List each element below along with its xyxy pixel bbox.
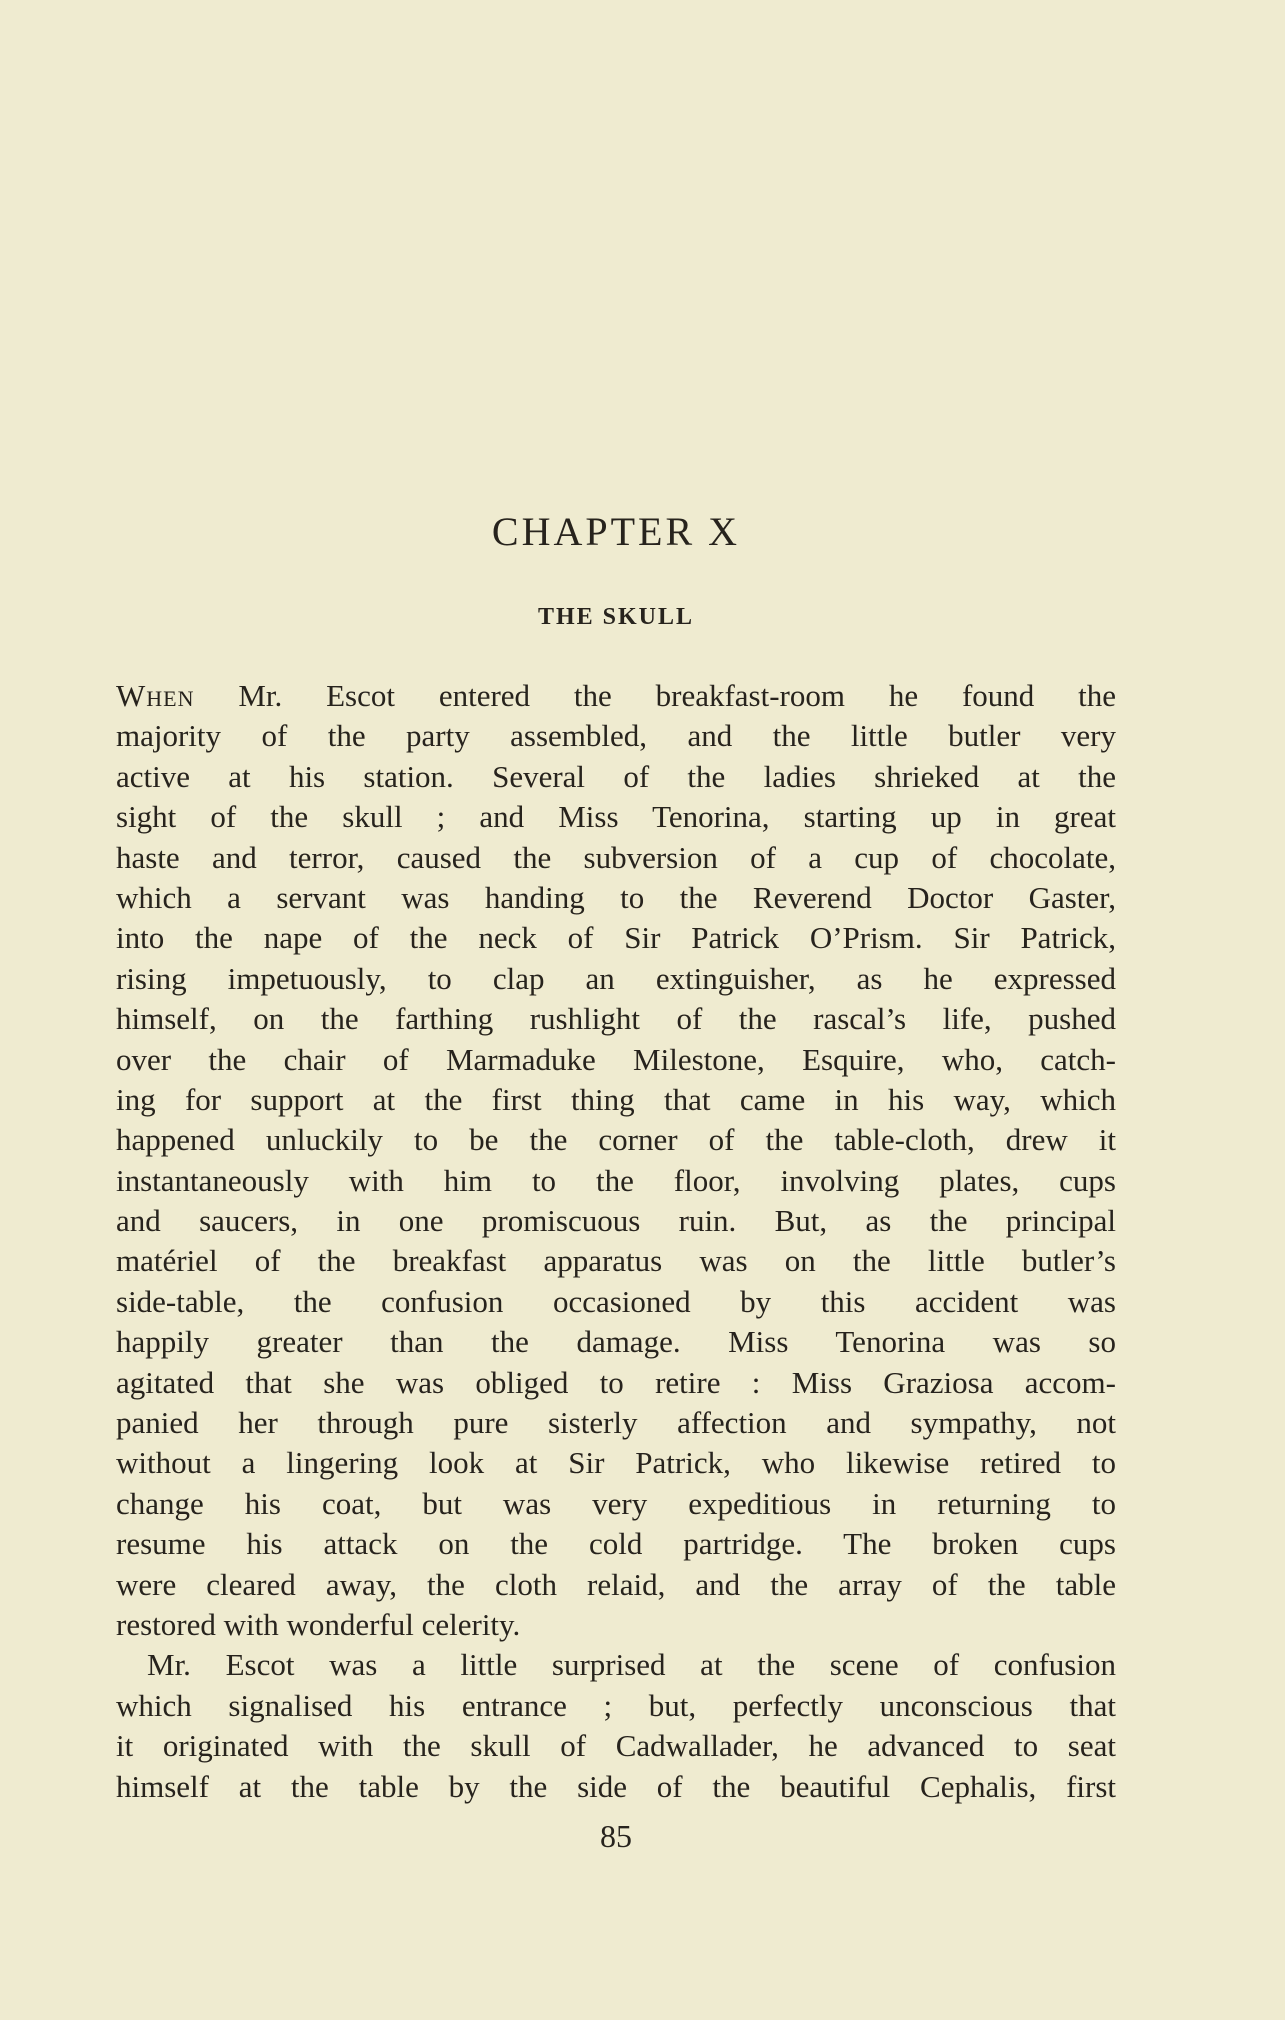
text-line: happily greater than the damage. Miss Tenorina was so bbox=[116, 1324, 1116, 1360]
text-line: himself, on the farthing rushlight of the rascal’s life, pushed bbox=[116, 1001, 1116, 1037]
text-line: restored with wonderful celerity. bbox=[116, 1606, 521, 1642]
text-line: instantaneously with him to the floor, involving plates, cups bbox=[116, 1162, 1116, 1198]
text-line: it originated with the skull of Cadwallader, he advanced to seat bbox=[116, 1728, 1116, 1764]
text-line: happened unluckily to be the corner of the table-cloth, drew it bbox=[116, 1122, 1116, 1158]
text-line: rising impetuously, to clap an extinguisher, as he expressed bbox=[116, 960, 1116, 996]
drop-lead-word: When bbox=[116, 678, 195, 713]
text-line: resume his attack on the cold partridge. The broken cups bbox=[116, 1526, 1116, 1562]
text-line: panied her through pure sisterly affection and sympathy, not bbox=[116, 1405, 1116, 1441]
text-line: which signalised his entrance ; but, perfectly unconscious that bbox=[116, 1687, 1116, 1723]
text-line: without a lingering look at Sir Patrick, who likewise retired to bbox=[116, 1445, 1116, 1481]
text-line: himself at the table by the side of the beautiful Cephalis, first bbox=[116, 1768, 1116, 1804]
text-line: Mr. Escot was a little surprised at the scene of confusion bbox=[147, 1647, 1116, 1683]
text-line: ing for support at the first thing that came in his way, which bbox=[116, 1081, 1116, 1117]
page-number: 85 bbox=[600, 1818, 632, 1854]
chapter-subtitle: THE SKULL bbox=[537, 604, 695, 630]
text-line: When Mr. Escot entered the breakfast-room he found the bbox=[116, 678, 1116, 713]
chapter-body-text bbox=[116, 676, 1116, 1807]
text-line: active at his station. Several of the ladies shrieked at the bbox=[116, 758, 1116, 794]
text-line: haste and terror, caused the subversion of a cup of chocolate, bbox=[116, 839, 1116, 875]
text-line: into the nape of the neck of Sir Patrick O’Prism. Sir Patrick, bbox=[116, 920, 1116, 956]
text-line: over the chair of Marmaduke Milestone, Esquire, who, catch- bbox=[116, 1041, 1116, 1077]
text-line: and saucers, in one promiscuous ruin. But, as the principal bbox=[116, 1203, 1116, 1239]
text-line: matériel of the breakfast apparatus was on the little butler’s bbox=[116, 1243, 1116, 1279]
text-line: change his coat, but was very expeditious in returning to bbox=[116, 1485, 1116, 1521]
text-line: agitated that she was obliged to retire : Miss Graziosa accom- bbox=[116, 1364, 1116, 1400]
chapter-title: CHAPTER X bbox=[491, 509, 741, 554]
text-line: side-table, the confusion occasioned by this accident was bbox=[116, 1283, 1116, 1319]
text-line: sight of the skull ; and Miss Tenorina, starting up in great bbox=[116, 799, 1116, 835]
text-line: majority of the party assembled, and the little butler very bbox=[116, 718, 1116, 754]
text-line: which a servant was handing to the Reverend Doctor Gaster, bbox=[116, 879, 1116, 915]
text-line: were cleared away, the cloth relaid, and the array of the table bbox=[116, 1566, 1116, 1602]
